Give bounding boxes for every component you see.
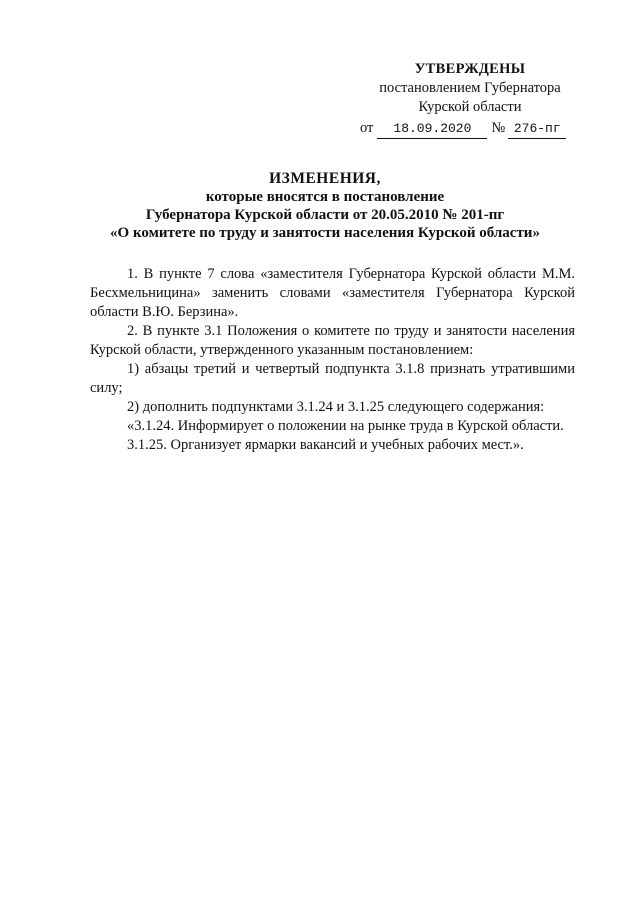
paragraph-6: 3.1.25. Организует ярмарки вакансий и учебных рабочих мест.». (127, 437, 524, 453)
number-prefix: № (491, 120, 506, 136)
heading-line-1: которые вносятся в постановление (205, 189, 445, 205)
document-heading (60, 170, 590, 242)
paragraph-2: 2. В пункте 3.1 Положения о комитете по труду и занятости населения Курской области, утвержденного указанным постановлением: (90, 323, 575, 358)
paragraph-1: 1. В пункте 7 слова «заместителя Губернатора Курской области М.М. Бесхмельницина» заменить словами «заместителя Губернатора Курской области В.Ю. Берзина». (90, 266, 575, 320)
document-title: ИЗМЕНЕНИЯ, (269, 170, 381, 187)
registration-line (360, 119, 580, 139)
approval-line-2: Курской области (418, 99, 522, 115)
approval-date: 18.09.2020 (377, 119, 487, 139)
paragraph-3: 1) абзацы третий и четвертый подпункта 3.1.8 признать утратившими силу; (90, 361, 575, 396)
approval-line-1: постановлением Губернатора (379, 80, 561, 96)
heading-line-3: «О комитете по труду и занятости населения Курской области» (110, 225, 540, 241)
document-body (90, 265, 575, 455)
approval-title: УТВЕРЖДЕНЫ (414, 61, 526, 77)
paragraph-5: «3.1.24. Информирует о положении на рынке труда в Курской области. (127, 418, 564, 434)
approval-number: 276-пг (508, 119, 566, 139)
approval-stamp (360, 60, 580, 139)
paragraph-4: 2) дополнить подпунктами 3.1.24 и 3.1.25 следующего содержания: (127, 399, 545, 415)
heading-line-2: Губернатора Курской области от 20.05.2010 № 201-пг (145, 207, 505, 223)
date-prefix: от (360, 120, 374, 136)
